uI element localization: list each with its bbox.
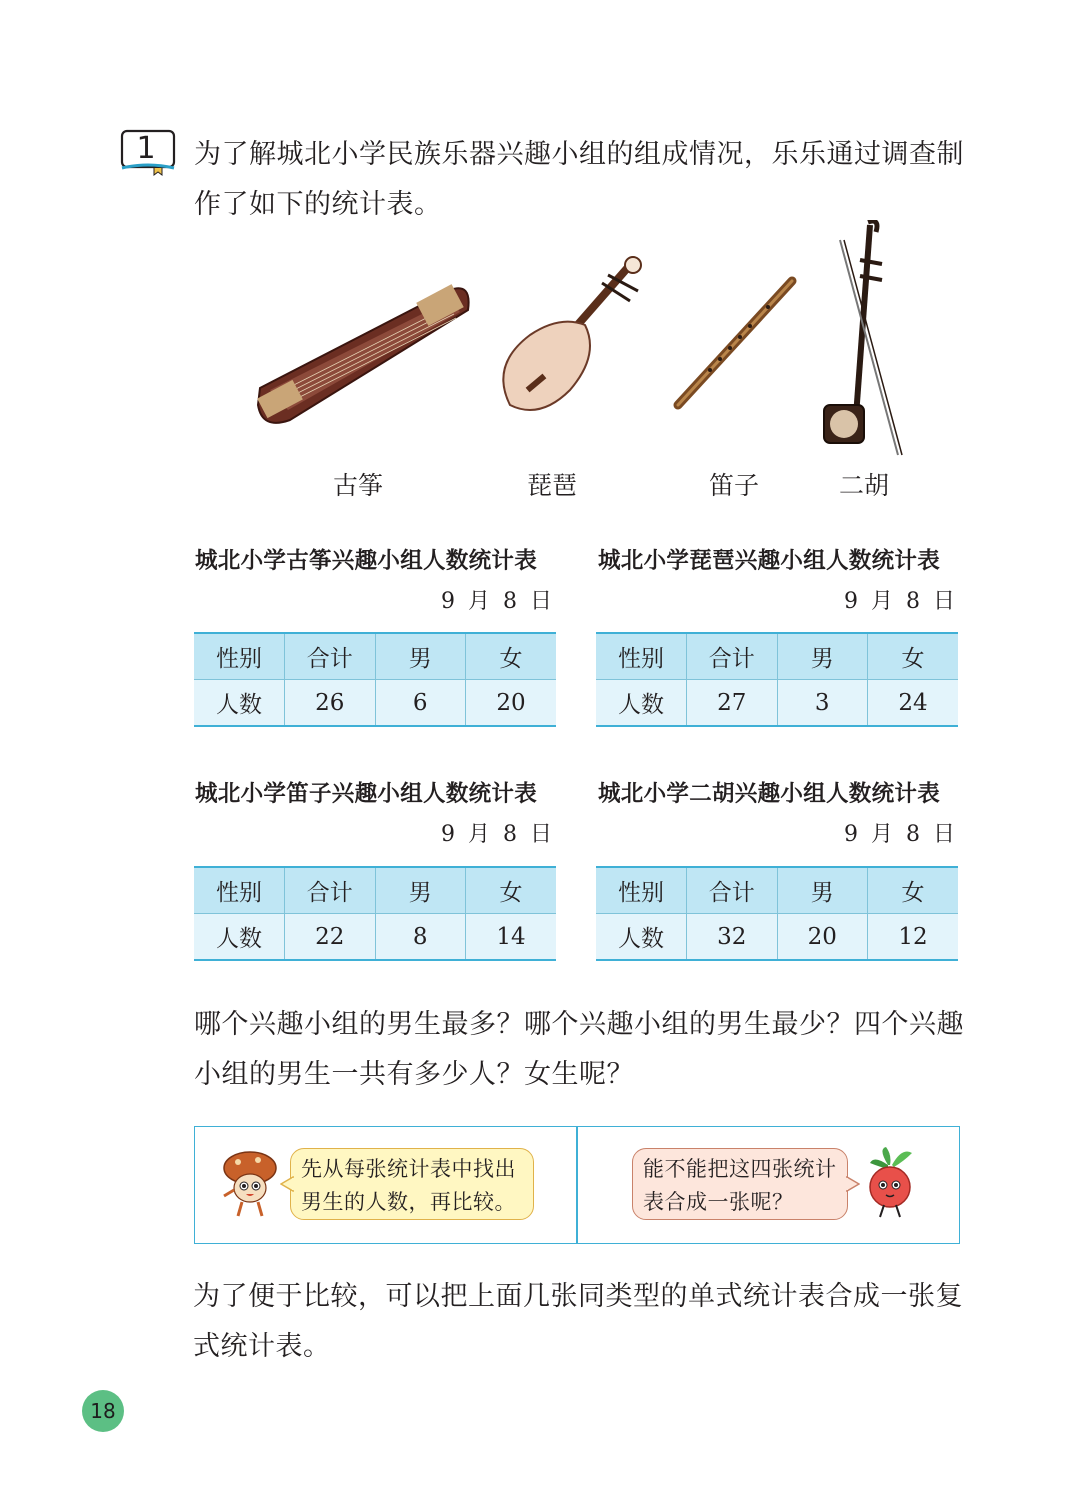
conclusion-line: 式统计表。 <box>193 1331 331 1362</box>
bubble-line: 男生的人数，再比较。 <box>301 1190 516 1214</box>
table-cell: 性别 <box>596 867 687 914</box>
radish-character-icon <box>858 1145 924 1221</box>
page-number: 18 <box>82 1390 124 1432</box>
table-header-row <box>194 633 556 680</box>
conclusion-text <box>193 1272 973 1372</box>
table-cell: 8 <box>375 914 466 961</box>
problem-number: 1 <box>136 131 156 166</box>
table-cell: 女 <box>466 867 557 914</box>
table-cell: 12 <box>868 914 959 961</box>
table-cell: 男 <box>375 867 466 914</box>
table-cell: 性别 <box>596 633 687 680</box>
table-cell: 14 <box>466 914 557 961</box>
table-cell: 性别 <box>194 633 285 680</box>
problem-intro <box>194 130 964 230</box>
erhu-stat-table <box>596 866 958 961</box>
table-cell: 24 <box>868 680 959 727</box>
table-cell: 人数 <box>596 914 687 961</box>
question-text <box>194 1000 974 1100</box>
pipa-image <box>490 255 650 425</box>
table-cell: 人数 <box>194 680 285 727</box>
guzheng-image <box>250 270 480 430</box>
table-title: 城北小学古筝兴趣小组人数统计表 <box>195 548 538 574</box>
table-cell: 女 <box>466 633 557 680</box>
table-date: 9 月 8 日 <box>441 822 555 847</box>
table-cell: 32 <box>687 914 778 961</box>
conclusion-line: 为了便于比较，可以把上面几张同类型的单式统计表合成一张复 <box>193 1281 963 1312</box>
table-cell: 人数 <box>194 914 285 961</box>
guzheng-stat-table <box>194 632 556 727</box>
table-cell: 合计 <box>285 867 376 914</box>
table-date: 9 月 8 日 <box>844 822 958 847</box>
table-row <box>194 914 556 961</box>
dialogue-divider <box>576 1126 578 1244</box>
table-cell: 男 <box>375 633 466 680</box>
instrument-label: 二胡 <box>838 471 889 500</box>
table-date: 9 月 8 日 <box>844 589 958 614</box>
table-cell: 合计 <box>687 633 778 680</box>
table-cell: 22 <box>285 914 376 961</box>
mushroom-character-icon <box>220 1150 282 1220</box>
bubble-line: 表合成一张呢？ <box>643 1190 794 1214</box>
table-title: 城北小学琵琶兴趣小组人数统计表 <box>598 548 941 574</box>
intro-line: 作了如下的统计表。 <box>194 189 442 220</box>
table-cell: 20 <box>466 680 557 727</box>
intro-line: 为了解城北小学民族乐器兴趣小组的组成情况，乐乐通过调查制 <box>194 139 964 170</box>
speech-bubble-right <box>632 1148 848 1220</box>
table-cell: 3 <box>777 680 868 727</box>
erhu-image <box>810 220 910 460</box>
question-line: 哪个兴趣小组的男生最多？哪个兴趣小组的男生最少？四个兴趣 <box>194 1009 964 1040</box>
table-cell: 27 <box>687 680 778 727</box>
table-title: 城北小学二胡兴趣小组人数统计表 <box>598 781 941 807</box>
pipa-stat-table <box>596 632 958 727</box>
bubble-line: 先从每张统计表中找出 <box>301 1157 516 1181</box>
table-cell: 合计 <box>687 867 778 914</box>
bubble-line: 能不能把这四张统计 <box>643 1157 837 1181</box>
table-cell: 女 <box>868 633 959 680</box>
table-title: 城北小学笛子兴趣小组人数统计表 <box>195 781 538 807</box>
instruments-illustration <box>250 220 950 460</box>
dizi-flute-image <box>670 275 800 415</box>
table-cell: 26 <box>285 680 376 727</box>
instrument-label: 古筝 <box>332 471 383 500</box>
table-cell: 人数 <box>596 680 687 727</box>
instrument-label: 琵琶 <box>526 471 577 500</box>
speech-bubble-left <box>290 1148 534 1220</box>
dizi-stat-table <box>194 866 556 961</box>
table-row <box>194 680 556 727</box>
table-row <box>596 680 958 727</box>
table-cell: 男 <box>777 633 868 680</box>
table-date: 9 月 8 日 <box>441 589 555 614</box>
table-header-row <box>596 633 958 680</box>
table-cell: 男 <box>777 867 868 914</box>
table-cell: 性别 <box>194 867 285 914</box>
bubble-tail-icon <box>280 1176 294 1192</box>
table-cell: 合计 <box>285 633 376 680</box>
table-cell: 20 <box>777 914 868 961</box>
table-cell: 女 <box>868 867 959 914</box>
problem-number-badge <box>120 128 176 172</box>
table-cell: 6 <box>375 680 466 727</box>
question-line: 小组的男生一共有多少人？女生呢？ <box>194 1059 634 1090</box>
table-header-row <box>596 867 958 914</box>
table-row <box>596 914 958 961</box>
instrument-label: 笛子 <box>708 471 759 500</box>
table-header-row <box>194 867 556 914</box>
